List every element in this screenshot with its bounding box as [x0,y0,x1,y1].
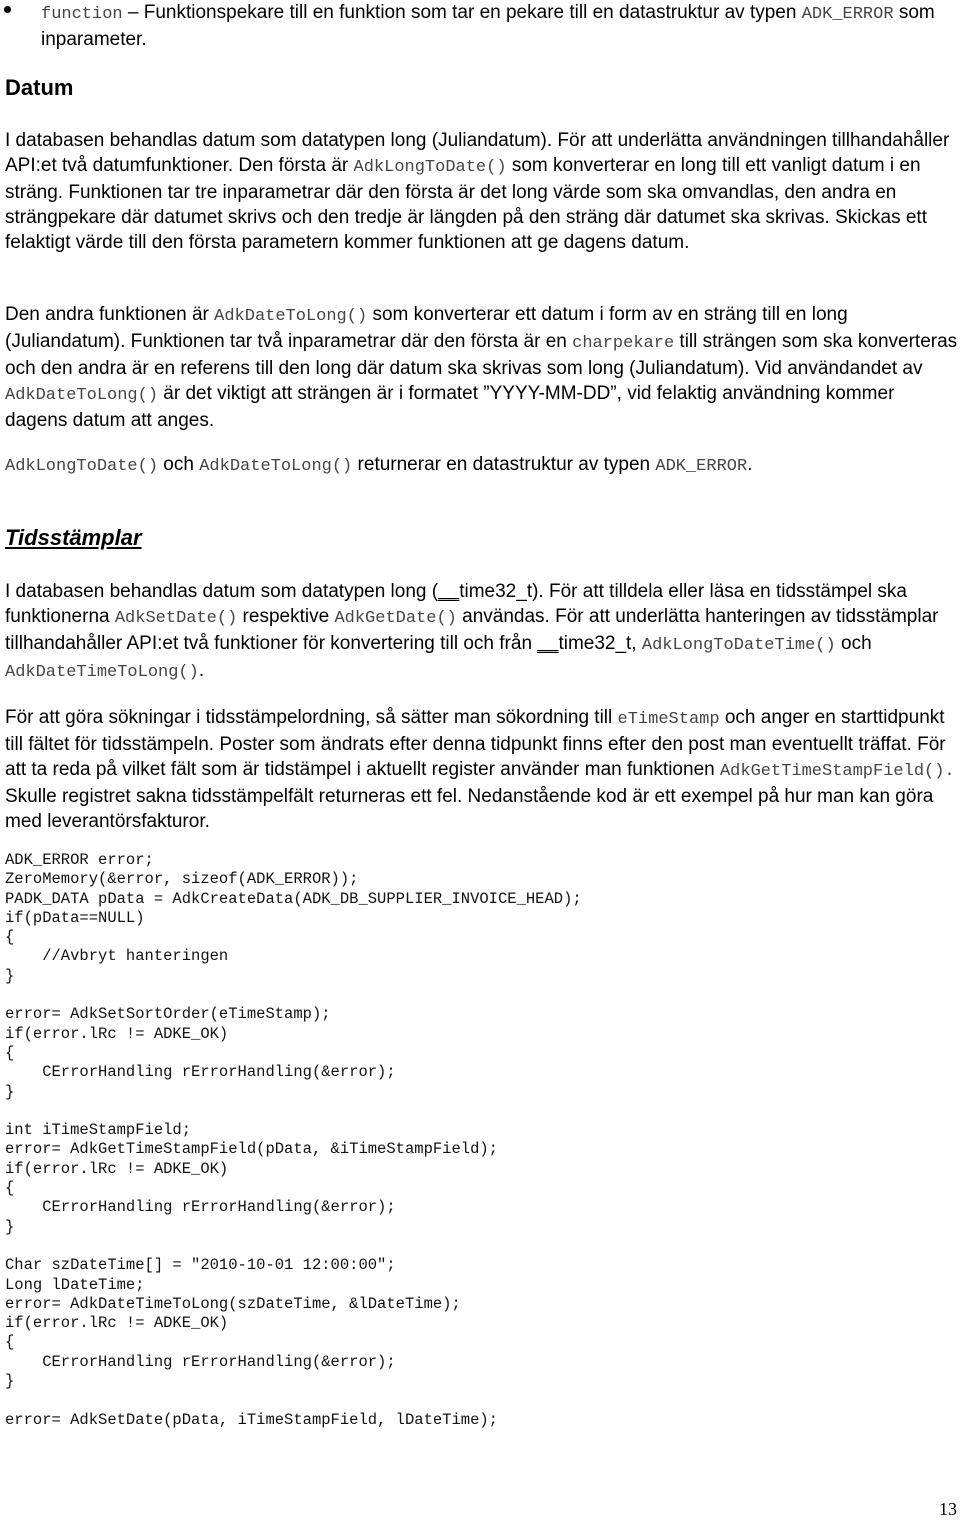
code-function: function [41,5,123,24]
heading-tidsstamplar: Tidsstämplar [5,525,142,550]
page-number: 13 [939,1499,957,1519]
paragraph-tid-2: För att göra sökningar i tidsstämpelordning, så sätter man sökordning till eTimeStamp och anger en starttidpunkt till fältet för tidsstämpeln. Poster som ändrats efter denna tidpunkt finns efter den post man eventuellt träffat. För att ta reda på vilket fält som är tidstämpel i aktuellt register använder man funktionen AdkGetTimeStampField(). Skulle registret sakna tidsstämpelfält returneras ett fel. Nedanstående kod är ett exempel på hur man kan göra med leverantörsfakturor. [5,707,955,832]
code-example: ADK_ERROR error; ZeroMemory(&error, sizeof(ADK_ERROR)); PADK_DATA pData = AdkCreateData(ADK_DB_SUPPLIER_INVOICE_HEAD); if(pData==NULL) { //Avbryt hanteringen } error= AdkSetSortOrder(eTimeStamp); if(error.lRc != ADKE_OK) { CErrorHandling rErrorHandling(&error); } int iTimeStampField; error= AdkGetTimeStampField(pData, &iTimeStampField); if(error.lRc != ADKE_OK) { CErrorHandling rErrorHandling(&error); } Char szDateTime[] = "2010-10-01 12:00:00"; Long lDateTime; error= AdkDateTimeToLong(szDateTime, &lDateTime); if(error.lRc != ADKE_OK) { CErrorHandling rErrorHandling(&error); } error= AdkSetDate(pData, iTimeStampField, lDateTime); [5,851,582,1429]
code-adk-error: ADK_ERROR [801,5,894,24]
bullet-dot-icon [4,6,11,13]
paragraph-datum-1: I databasen behandlas datum som datatypen long (Juliandatum). För att underlätta användningen tillhandahåller API:et två datumfunktioner. Den första är AdkLongToDate() som konverterar en long till ett vanligt datum i en sträng. Funktionen tar tre inparametrar där den första är det long värde som ska omvandlas, den andra en strängpekare där datumet skrivs och den tredje är längden på den sträng där datumet ska skrivas. Skickas ett felaktigt värde till den första parametern kommer funktionen att ge dagens datum. [5,130,950,253]
heading-datum: Datum [5,75,74,100]
code-adkdatetolong-2: AdkDateToLong() [5,386,159,405]
code-adkdatetolong: AdkDateToLong() [214,307,368,326]
paragraph-datum-3: AdkLongToDate() och AdkDateToLong() returnerar en datastruktur av typen ADK_ERROR. [5,454,753,476]
bullet-text: function – Funktionspekare till en funktion som tar en pekare till en datastruktur av typen ADK_ERROR som inparameter. [41,2,935,50]
paragraph-datum-2: Den andra funktionen är AdkDateToLong() som konverterar ett datum i form av en sträng till en long (Juliandatum). Funktionen tar två inparametrar där den första är en charpekare till strängen som ska konverteras och den andra är en referens till den long där datum ska skrivas som long (Juliandatum). Vid användandet av AdkDateToLong() är det viktigt att strängen är i formatet ”YYYY-MM-DD”, vid felaktig användning kommer dagens datum att anges. [5,304,958,431]
paragraph-tid-1: I databasen behandlas datum som datatypen long (__time32_t). För att tilldela eller läsa en tidsstämpel ska funktionerna AdkSetDate() respektive AdkGetDate() användas. För att underlätta hanteringen av tidsstämplar tillhandahåller API:et två funktioner för konvertering till och från __time32_t, AdkLongToDateTime() och AdkDateTimeToLong(). [5,581,939,682]
code-adklongtodate: AdkLongToDate() [353,158,507,177]
code-charpekare: charpekare [572,334,675,353]
